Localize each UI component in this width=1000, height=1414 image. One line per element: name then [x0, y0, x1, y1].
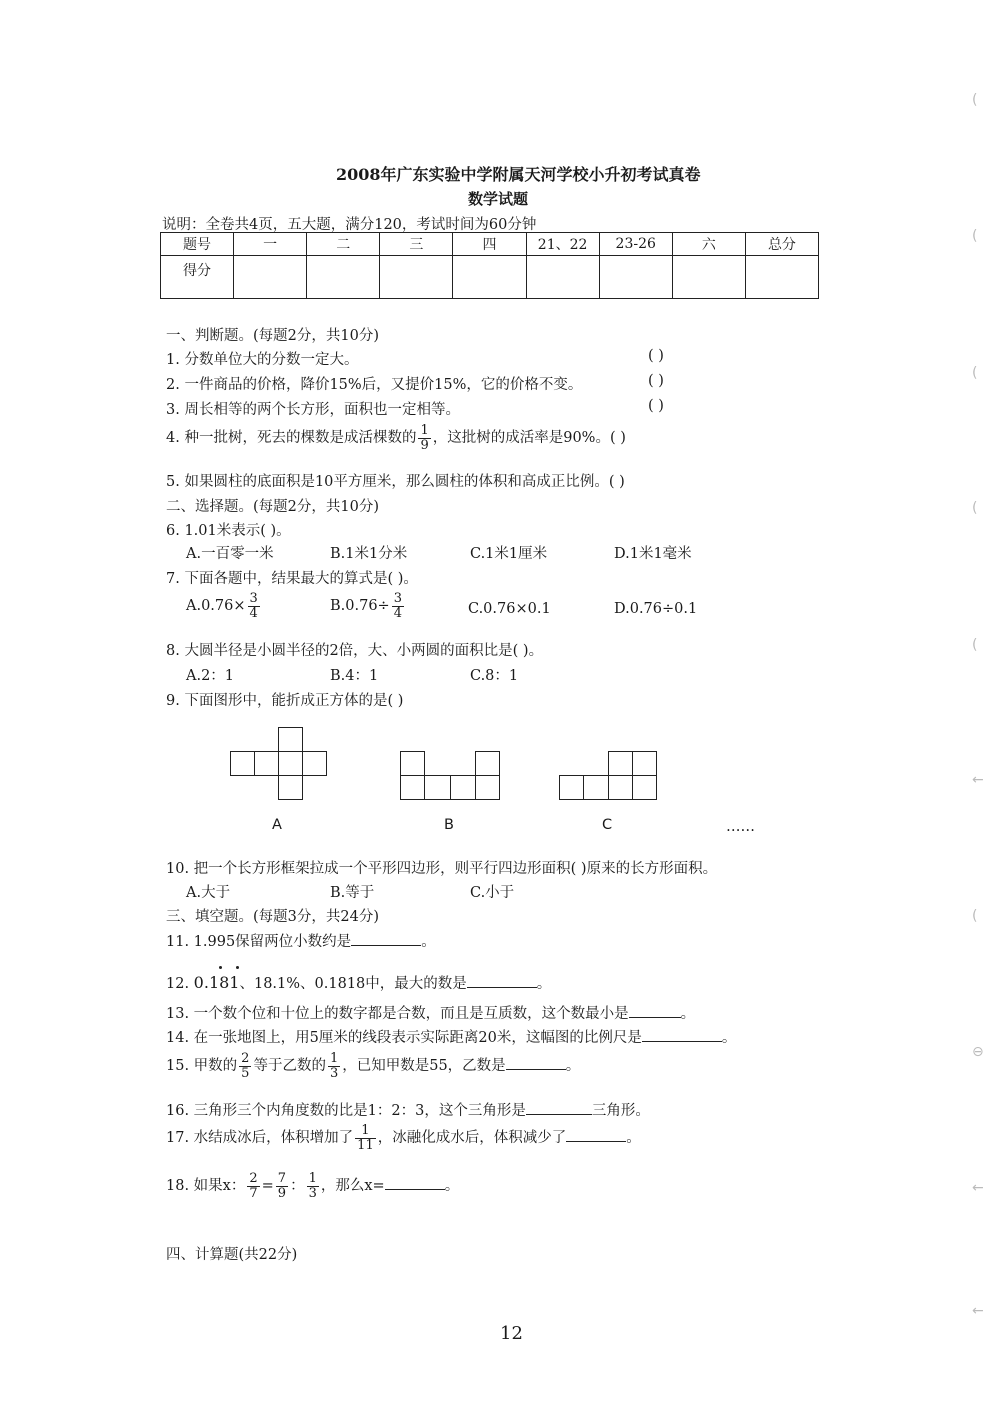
question-14 [166, 1026, 736, 1047]
net-square [230, 751, 255, 776]
score-cell[interactable] [307, 256, 380, 299]
net-square [450, 775, 476, 800]
net-square [254, 751, 279, 776]
fraction-numerator: 1 [308, 1171, 317, 1186]
fraction-denominator: 11 [357, 1137, 374, 1153]
question-9: 9. 下面图形中，能折成正方体的是( ) [166, 693, 404, 709]
question-6: 6. 1.01米表示( )。 [166, 523, 291, 539]
option-text: B.0.76÷ [330, 598, 390, 615]
question-text: ，冰融化成水后，体积减少了 [377, 1130, 567, 1147]
option-c[interactable]: C.1米1厘米 [470, 546, 548, 562]
fraction-denominator: 3 [308, 1185, 317, 1201]
question-17 [166, 1124, 641, 1152]
net-square [475, 775, 500, 800]
question-text: ，这批树的成活率是90%。( ) [432, 430, 626, 447]
answer-blank[interactable] [467, 975, 537, 988]
figure-label-b: B [444, 817, 454, 833]
score-cell[interactable] [453, 256, 526, 299]
score-cell[interactable] [745, 256, 818, 299]
question-text: 17. 水结成冰后，体积增加了 [166, 1130, 354, 1147]
figure-label-c: C [602, 817, 613, 833]
fraction-numerator: 1 [420, 423, 429, 438]
net-square [559, 775, 584, 800]
option-d[interactable]: D.0.76÷0.1 [614, 601, 698, 617]
answer-blank[interactable] [642, 1029, 722, 1042]
fraction-numerator: 3 [393, 591, 402, 606]
fraction-numerator: 1 [329, 1051, 339, 1066]
question-11 [166, 930, 436, 951]
score-row-label: 得分 [161, 256, 234, 299]
question-5: 5. 如果圆柱的底面积是10平方厘米，那么圆柱的体积和高成正比例。( ) [166, 474, 625, 490]
fraction-denominator: 9 [420, 437, 429, 453]
fraction [307, 1172, 319, 1200]
answer-blank[interactable] [506, 1057, 566, 1070]
fraction-denominator: 9 [277, 1185, 287, 1201]
net-square [278, 751, 303, 776]
fraction-numerator: 2 [241, 1051, 250, 1066]
fraction [248, 592, 260, 620]
period: 。 [680, 1006, 696, 1022]
score-header-cell: 六 [672, 233, 745, 256]
fraction-numerator: 3 [249, 591, 258, 606]
page-number: 12 [500, 1323, 523, 1344]
binder-hole-mark: ( [972, 500, 978, 516]
net-square [632, 751, 657, 776]
question-8: 8. 大圆半径是小圆半径的2倍，大、小两圆的面积比是( )。 [166, 643, 544, 659]
net-square [475, 751, 500, 776]
binder-hole-mark: ⊖ [972, 1044, 984, 1060]
question-7: 7. 下面各题中，结果最大的算式是( )。 [166, 571, 418, 587]
question-text: 14. 在一张地图上，用5厘米的线段表示实际距离20米，这幅图的比例尺是 [166, 1030, 642, 1046]
question-15 [166, 1052, 580, 1080]
net-square [400, 751, 425, 776]
option-a[interactable]: A.2：1 [186, 668, 235, 684]
net-square [424, 775, 451, 800]
question-2: 2. 一件商品的价格，降价15%后，又提价15%，它的价格不变。 [166, 377, 583, 393]
net-square [278, 727, 303, 752]
option-b[interactable]: B.等于 [330, 885, 375, 901]
score-header-cell: 总分 [745, 233, 818, 256]
question-16 [166, 1099, 650, 1120]
question-text: 11. 1.995保留两位小数约是 [166, 934, 352, 950]
exam-subtitle: 数学试题 [468, 190, 529, 208]
section-heading: 四、计算题(共22分) [166, 1247, 298, 1263]
binder-hole-mark: ← [972, 1180, 984, 1196]
net-square [400, 775, 425, 800]
fraction-denominator: 5 [241, 1065, 250, 1081]
score-cell[interactable] [380, 256, 453, 299]
net-square [583, 775, 609, 800]
repeat-dot [219, 966, 222, 969]
period: 。 [444, 1178, 460, 1195]
fraction-denominator: 4 [393, 605, 402, 621]
question-number: 12. [166, 976, 190, 992]
answer-blank[interactable] [351, 933, 421, 946]
score-header-cell: 三 [380, 233, 453, 256]
question-text: 13. 一个数个位和十位上的数字都是合数，而且是互质数，这个数最小是 [166, 1006, 629, 1022]
score-cell[interactable] [234, 256, 307, 299]
figure-ellipsis: …… [726, 819, 755, 835]
score-header-cell: 四 [453, 233, 526, 256]
option-c[interactable]: C.0.76×0.1 [468, 601, 551, 617]
option-b[interactable]: B.4：1 [330, 668, 379, 684]
fraction [355, 1124, 376, 1152]
question-13 [166, 1002, 695, 1023]
question-1: 1. 分数单位大的分数一定大。 [166, 352, 359, 368]
binder-hole-mark: ( [972, 92, 978, 108]
answer-paren[interactable]: ( ) [648, 398, 664, 414]
option-a[interactable]: A.大于 [186, 885, 231, 901]
score-header-cell: 题号 [161, 233, 234, 256]
net-square [632, 775, 657, 800]
equals-sign: = [261, 1178, 274, 1195]
period: 。 [421, 934, 436, 950]
exam-title: 2008年广东实验中学附属天河学校小升初考试真卷 [336, 165, 701, 184]
question-text: 15. 甲数的 [166, 1058, 238, 1075]
answer-blank[interactable] [566, 1129, 626, 1142]
question-text: 4. 种一批树，死去的棵数是成活棵数的 [166, 430, 417, 447]
binder-hole-mark: ( [972, 637, 978, 653]
question-text: 、18.1%、0.1818中，最大的数是 [239, 976, 467, 992]
question-text: ，那么x= [320, 1178, 385, 1195]
figure-label-a: A [272, 817, 282, 833]
fraction-numerator: 1 [355, 1124, 376, 1139]
answer-paren[interactable]: ( ) [648, 373, 664, 389]
score-cell[interactable] [599, 256, 672, 299]
fraction-denominator: 4 [249, 605, 258, 621]
fraction [328, 1052, 340, 1080]
question-3: 3. 周长相等的两个长方形，面积也一定相等。 [166, 402, 460, 418]
question-text: 三角形。 [591, 1103, 650, 1119]
fraction-denominator: 3 [329, 1065, 339, 1081]
answer-blank[interactable] [526, 1102, 592, 1115]
period: 。 [626, 1130, 641, 1147]
section-heading: 一、判断题。(每题2分，共10分) [166, 328, 379, 344]
net-square [278, 775, 303, 800]
period: 。 [565, 1058, 581, 1075]
binder-hole-mark: ( [972, 908, 978, 924]
fraction-numerator: 7 [277, 1171, 287, 1186]
answer-blank[interactable] [385, 1177, 445, 1190]
score-cell[interactable] [526, 256, 599, 299]
option-a[interactable] [186, 592, 262, 620]
question-4 [166, 424, 626, 452]
repeating-decimal [194, 973, 240, 992]
option-b[interactable] [330, 592, 406, 620]
question-text: ，已知甲数是55，乙数是 [342, 1058, 506, 1075]
question-10: 10. 把一个长方形框架拉成一个平形四边形，则平行四边形面积( )原来的长方形面积。 [166, 861, 718, 877]
binder-hole-mark: ← [972, 1303, 984, 1319]
score-cell[interactable] [672, 256, 745, 299]
option-a[interactable]: A.一百零一米 [186, 546, 274, 562]
net-square [302, 751, 327, 776]
period: 。 [536, 976, 552, 992]
question-text: 18. 如果x： [166, 1178, 246, 1195]
exam-instructions: 说明：全卷共4页，五大题，满分120，考试时间为60分钟 [162, 217, 537, 233]
net-square [608, 775, 633, 800]
binder-hole-mark: ← [972, 772, 984, 788]
score-table [160, 232, 819, 299]
fraction-numerator: 2 [249, 1171, 258, 1186]
score-header-cell: 二 [307, 233, 380, 256]
fraction [418, 424, 430, 452]
fraction [239, 1052, 251, 1080]
net-square [608, 751, 633, 776]
binder-hole-mark: ( [972, 228, 978, 244]
period: 。 [721, 1030, 737, 1046]
answer-blank[interactable] [629, 1005, 681, 1018]
colon: ： [290, 1178, 305, 1195]
score-header-cell: 21、22 [526, 233, 599, 256]
option-c[interactable]: C.8：1 [470, 668, 519, 684]
fraction [392, 592, 404, 620]
option-d[interactable]: D.1米1毫米 [614, 546, 692, 562]
section-heading: 三、填空题。(每题3分，共24分) [166, 909, 379, 925]
binder-hole-mark: ( [972, 365, 978, 381]
answer-paren[interactable]: ( ) [648, 348, 664, 364]
fraction [247, 1172, 259, 1200]
option-c[interactable]: C.小于 [470, 885, 515, 901]
question-text: 16. 三角形三个内角度数的比是1：2：3，这个三角形是 [166, 1103, 526, 1119]
option-text: A.0.76× [186, 598, 246, 615]
option-b[interactable]: B.1米1分米 [330, 546, 408, 562]
fraction [276, 1172, 288, 1200]
question-18 [166, 1172, 459, 1200]
question-12 [166, 972, 551, 993]
repeating-decimal-value: 0.181 [193, 973, 240, 992]
score-header-cell: 一 [234, 233, 307, 256]
fraction-denominator: 7 [249, 1185, 258, 1201]
score-header-cell: 23-26 [599, 233, 672, 256]
question-text: 等于乙数的 [253, 1058, 326, 1075]
repeat-dot [236, 966, 239, 969]
section-heading: 二、选择题。(每题2分，共10分) [166, 499, 379, 515]
